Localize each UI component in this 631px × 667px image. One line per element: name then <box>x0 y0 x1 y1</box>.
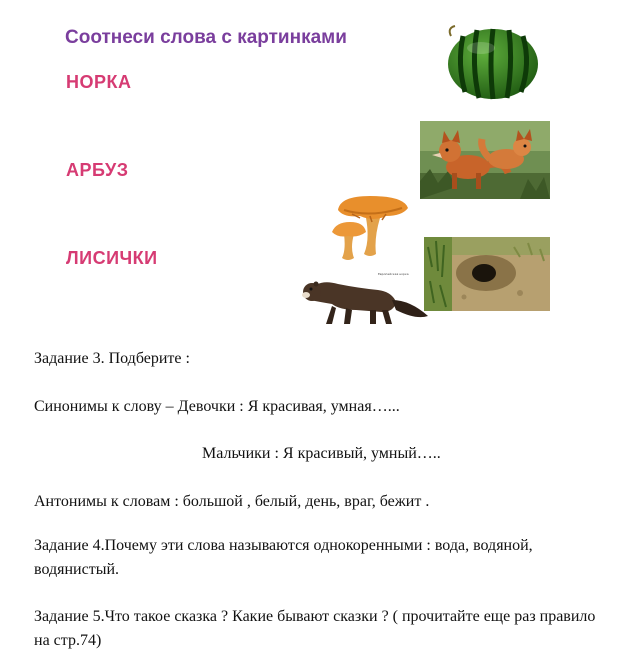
mink-icon <box>296 270 432 330</box>
watermelon-icon <box>443 22 541 100</box>
boys-line: Мальчики : Я красивый, умный….. <box>202 445 441 462</box>
word-norka: НОРКА <box>66 72 132 92</box>
task3-title: Задание 3. Подберите : <box>34 350 190 367</box>
antonyms-line: Антонимы к словам : большой , белый, день, враг, бежит . <box>34 493 430 510</box>
word-lisichki: ЛИСИЧКИ <box>66 248 158 268</box>
fox-cubs-icon <box>420 121 550 199</box>
mink-caption: Европейская норка <box>378 272 409 276</box>
task5-text: Задание 5.Что такое сказка ? Какие бывают сказки ? ( прочитайте еще раз правило на стр.74) <box>34 608 596 649</box>
burrow-hole-icon <box>424 237 550 311</box>
task4-text: Задание 4.Почему эти слова называются однокоренными : вода, водяной, водянистый. <box>34 537 533 578</box>
chanterelle-mushrooms-icon <box>330 192 410 262</box>
synonyms-line: Синонимы к слову – Девочки : Я красивая, умная…... <box>34 398 400 415</box>
word-arbuz: АРБУЗ <box>66 160 129 180</box>
worksheet-title: Соотнеси слова с картинками <box>65 27 347 48</box>
